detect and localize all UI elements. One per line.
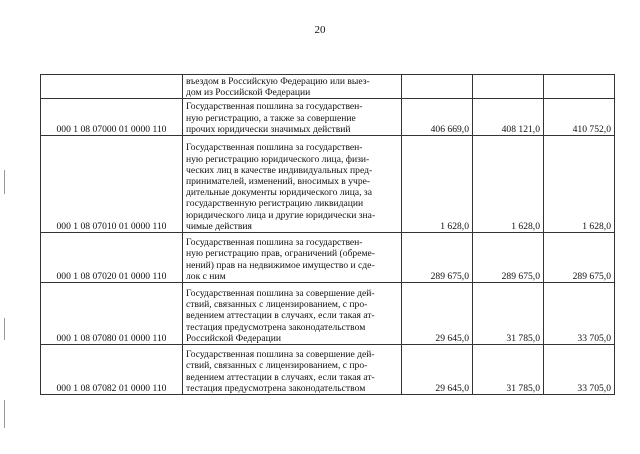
value-cell bbox=[473, 75, 544, 99]
value-cell: 1 628,0 bbox=[473, 136, 544, 233]
description-line: нений) прав на недвижимое имущество и сде- bbox=[186, 259, 375, 271]
budget-code-cell: 000 1 08 07020 01 0000 110 bbox=[41, 233, 183, 283]
value-cell: 31 785,0 bbox=[473, 283, 544, 345]
description-line: Государственная пошлина за совершение дей- bbox=[186, 349, 375, 361]
description-line: Государственная пошлина за совершение дей- bbox=[186, 287, 375, 299]
description-line: Государственная пошлина за государствен- bbox=[186, 101, 363, 113]
table-row bbox=[41, 283, 615, 345]
value-cell: 29 645,0 bbox=[402, 283, 473, 345]
value-cell: 289 675,0 bbox=[544, 233, 615, 283]
description-line: тестация предусмотрена законодательством bbox=[186, 321, 366, 333]
description-line: принимателей, изменений, вносимых в учре- bbox=[186, 175, 371, 187]
value-cell: 29 645,0 bbox=[402, 345, 473, 395]
value-cell: 33 705,0 bbox=[544, 283, 615, 345]
description-line: ведением аттестации в случаях, если такая ат- bbox=[186, 310, 375, 322]
value-cell bbox=[402, 75, 473, 99]
description-line: ческих лиц в качестве индивидуальных пред- bbox=[186, 164, 373, 176]
description-line: Российской Федерации bbox=[186, 332, 281, 344]
value-cell: 1 628,0 bbox=[544, 136, 615, 233]
description-line: дительные документы юридического лица, за bbox=[186, 187, 372, 199]
value-cell bbox=[544, 75, 615, 99]
description-line: Государственная пошлина за государствен- bbox=[186, 237, 363, 249]
scan-margin-mark bbox=[4, 400, 5, 428]
table-row bbox=[41, 136, 615, 233]
value-cell: 408 121,0 bbox=[473, 99, 544, 136]
description-line: чимые действия bbox=[186, 220, 252, 232]
description-line: лок с ним bbox=[186, 270, 226, 282]
value-cell: 406 669,0 bbox=[402, 99, 473, 136]
table-row bbox=[41, 345, 615, 395]
description-line: тестация предусмотрена законодательством bbox=[186, 382, 366, 394]
scan-margin-mark bbox=[4, 318, 5, 340]
value-cell: 410 752,0 bbox=[544, 99, 615, 136]
description-cell bbox=[183, 233, 402, 283]
description-line: ствий, связанных с лицензированием, с про- bbox=[186, 360, 368, 372]
description-line: государственную регистрацию ликвидации bbox=[186, 198, 364, 210]
description-line: ную регистрацию прав, ограничений (обреме- bbox=[186, 248, 375, 260]
value-cell: 31 785,0 bbox=[473, 345, 544, 395]
description-cell bbox=[183, 75, 402, 99]
description-cell bbox=[183, 283, 402, 345]
description-line: ную регистрацию юридического лица, физи- bbox=[186, 153, 370, 165]
value-cell: 33 705,0 bbox=[544, 345, 615, 395]
value-cell: 289 675,0 bbox=[402, 233, 473, 283]
description-line: юридического лица и другие юридически зна- bbox=[186, 209, 376, 221]
budget-code-cell: 000 1 08 07080 01 0000 110 bbox=[41, 283, 183, 345]
budget-code-cell: 000 1 08 07010 01 0000 110 bbox=[41, 136, 183, 233]
budget-code-cell: 000 1 08 07082 01 0000 110 bbox=[41, 345, 183, 395]
value-cell: 1 628,0 bbox=[402, 136, 473, 233]
description-line: Государственная пошлина за государствен- bbox=[186, 142, 363, 154]
table-row bbox=[41, 99, 615, 136]
value-cell: 289 675,0 bbox=[473, 233, 544, 283]
description-line: ведением аттестации в случаях, если такая ат- bbox=[186, 371, 375, 383]
description-line: прочих юридически значимых действий bbox=[186, 123, 351, 135]
description-line: дом из Российской Федерации bbox=[186, 86, 311, 98]
description-cell bbox=[183, 99, 402, 136]
scan-margin-mark bbox=[4, 170, 5, 194]
description-line: ствий, связанных с лицензированием, с про- bbox=[186, 299, 368, 311]
description-cell bbox=[183, 345, 402, 395]
description-cell bbox=[183, 136, 402, 233]
budget-code-cell bbox=[41, 75, 183, 99]
revenue-table bbox=[40, 74, 615, 395]
description-line: ную регистрацию, а также за совершение bbox=[186, 112, 356, 124]
budget-code-cell: 000 1 08 07000 01 0000 110 bbox=[41, 99, 183, 136]
table-row bbox=[41, 75, 615, 99]
description-line: въездом в Российскую Федерацию или выез- bbox=[186, 75, 370, 87]
page-number: 20 bbox=[314, 24, 326, 36]
table-row bbox=[41, 233, 615, 283]
